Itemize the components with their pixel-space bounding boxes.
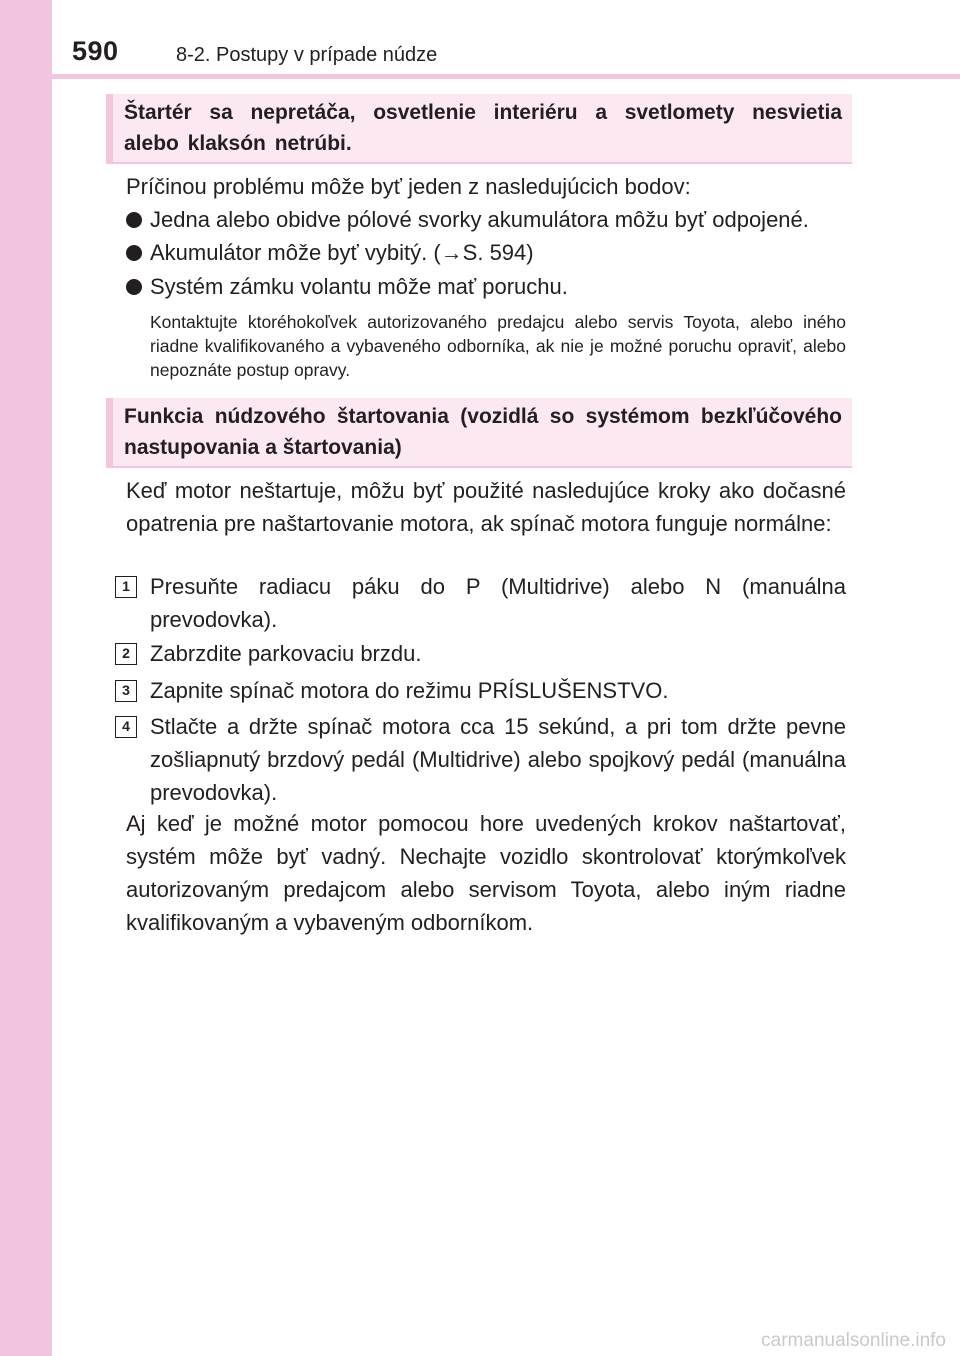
- step-text: Stlačte a držte spínač motora cca 15 sekúnd, a pri tom držte pevne zošliapnutý brzdový pedál (Multidrive) alebo spojkový pedál (manuálna prevodovka).: [150, 714, 846, 805]
- bullet-text: Systém zámku volantu môže mať poruchu.: [150, 274, 568, 299]
- section-heading-box-emergency-start: [106, 398, 852, 468]
- page-number: 590: [72, 36, 119, 66]
- chapter-title: 8-2. Postupy v prípade núdze: [176, 44, 438, 66]
- step-number-badge: 4: [115, 716, 137, 738]
- bullet-dot-icon: [126, 279, 142, 295]
- bullet-item-steering-lock: [126, 270, 852, 303]
- section-heading-box-starter: [106, 94, 852, 164]
- watermark: carmanualsonline.info: [761, 1330, 946, 1351]
- step-text: Zapnite spínač motora do režimu PRÍSLUŠENSTVO.: [150, 678, 669, 703]
- step-text: Presuňte radiacu páku do P (Multidrive) alebo N (manuálna prevodovka).: [150, 574, 846, 632]
- header-rule: [52, 74, 960, 79]
- left-color-band: [0, 0, 52, 1356]
- step-number-badge: 2: [115, 643, 137, 665]
- emergency-start-intro: Keď motor neštartuje, môžu byť použité nasledujúce kroky ako dočasné opatrenia pre naštartovanie motora, ak spínač motora funguje normálne:: [126, 478, 846, 536]
- bullet-item-terminals: [126, 203, 852, 236]
- causes-intro: Príčinou problému môže byť jeden z nasledujúcich bodov:: [126, 174, 691, 199]
- bullet-text: Jedna alebo obidve pólové svorky akumulátora môžu byť odpojené.: [150, 207, 809, 232]
- emergency-start-outro: Aj keď je možné motor pomocou hore uvedených krokov naštartovať, systém môže byť vadný. Nechajte vozidlo skontrolovať ktorýmkoľvek autorizovaným predajcom alebo servisom Toyota, alebo iným riadne kvalifikovaným a vybaveným odborníkom.: [126, 811, 846, 935]
- bullet-item-battery: [126, 236, 852, 269]
- step-text: Zabrzdite parkovaciu brzdu.: [150, 641, 422, 666]
- step-number-badge: 3: [115, 680, 137, 702]
- bullet-dot-icon: [126, 212, 142, 228]
- bullet-dot-icon: [126, 245, 142, 261]
- section-heading-emergency-start: Funkcia núdzového štartovania (vozidlá so systémom bezkľúčového nastupovania a štartovania): [124, 405, 842, 459]
- step-number-badge: 1: [115, 576, 137, 598]
- section-heading-starter: Štartér sa nepretáča, osvetlenie interiéru a svetlomety nesvietia alebo klaksón netrúbi.: [124, 101, 842, 155]
- bullet-text: Akumulátor môže byť vybitý. (→S. 594): [150, 240, 534, 265]
- contact-dealer-note: Kontaktujte ktoréhokoľvek autorizovaného predajcu alebo servis Toyota, alebo iného riadne kvalifikovaného a vybaveného odborníka, ak nie je možné poruchu opraviť, alebo nepoznáte postup opravy.: [150, 312, 846, 380]
